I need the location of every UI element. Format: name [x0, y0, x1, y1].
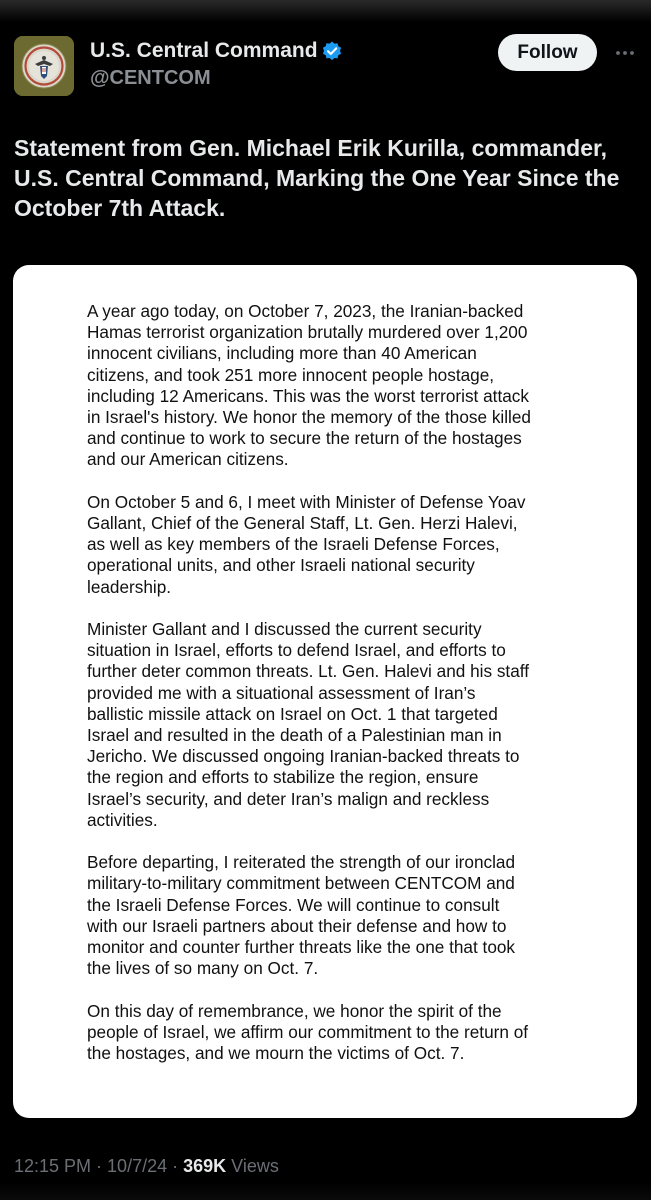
centcom-seal-icon — [14, 36, 74, 96]
top-edge-shadow — [0, 0, 651, 22]
display-name[interactable]: U.S. Central Command — [90, 39, 318, 62]
post-header — [14, 36, 637, 98]
statement-paragraph: On this day of remembrance, we honor the spirit of the people of Israel, we affirm our commitment to the return of the hostages, and we mourn the victims of Oct. 7. — [87, 1000, 529, 1064]
statement-text — [87, 301, 587, 1085]
follow-button[interactable]: Follow — [498, 34, 597, 71]
views-count: 369K — [183, 1156, 227, 1176]
verified-badge-icon — [321, 40, 343, 62]
account-info[interactable] — [90, 38, 343, 91]
post-metadata — [14, 1154, 279, 1178]
post-text: Statement from Gen. Michael Erik Kurilla, commander, U.S. Central Command, Marking the One Year Since the October 7th Attack. — [14, 135, 620, 221]
statement-paragraph: Before departing, I reiterated the strength of our ironclad military-to-military commitment between CENTCOM and the Israeli Defense Forces. We will continue to consult with our Israeli partners about their defense and how to monitor and counter further threats like the one that took the lives of so many on Oct. 7. — [87, 852, 516, 979]
avatar[interactable] — [14, 36, 74, 96]
views-label: Views — [231, 1156, 279, 1176]
bottom-edge-shadow — [0, 1182, 651, 1200]
statement-paragraph: A year ago today, on October 7, 2023, the Iranian-backed Hamas terrorist organization brutally murdered over 1,200 innocent civilians, including more than 40 American citizens, and took 251 more innocent people hostage, including 12 Americans. This was the worst terrorist attack in Israel's history. We honor the memory of the those killed and continue to work to secure the return of the hostages and our American citizens. — [87, 301, 531, 470]
post-time[interactable]: 12:15 PM — [14, 1156, 92, 1176]
statement-image[interactable] — [13, 265, 637, 1118]
more-options-icon[interactable] — [614, 42, 636, 64]
meta-separator: · — [167, 1156, 184, 1176]
meta-separator: · — [91, 1156, 108, 1176]
post-date[interactable]: 10/7/24 — [107, 1156, 168, 1176]
statement-paragraph: Minister Gallant and I discussed the current security situation in Israel, efforts to defend Israel, and efforts to further deter common threats. Lt. Gen. Halevi and his staff provided me with a situational assessment of Iran’s ballistic missile attack on Israel on Oct. 1 that targeted Israel and resulted in the death of a Palestinian man in Jericho. We discussed ongoing Iranian-backed threats to the region and efforts to stabilize the region, ensure Israel’s security, and deter Iran’s malign and reckless activities. — [87, 619, 529, 830]
account-handle[interactable]: @CENTCOM — [90, 67, 211, 89]
statement-paragraph: On October 5 and 6, I meet with Minister of Defense Yoav Gallant, Chief of the General Staff, Lt. Gen. Herzi Halevi, as well as key members of the Israeli Defense Forces, operational units, and other Israeli national security leadership. — [87, 491, 526, 597]
